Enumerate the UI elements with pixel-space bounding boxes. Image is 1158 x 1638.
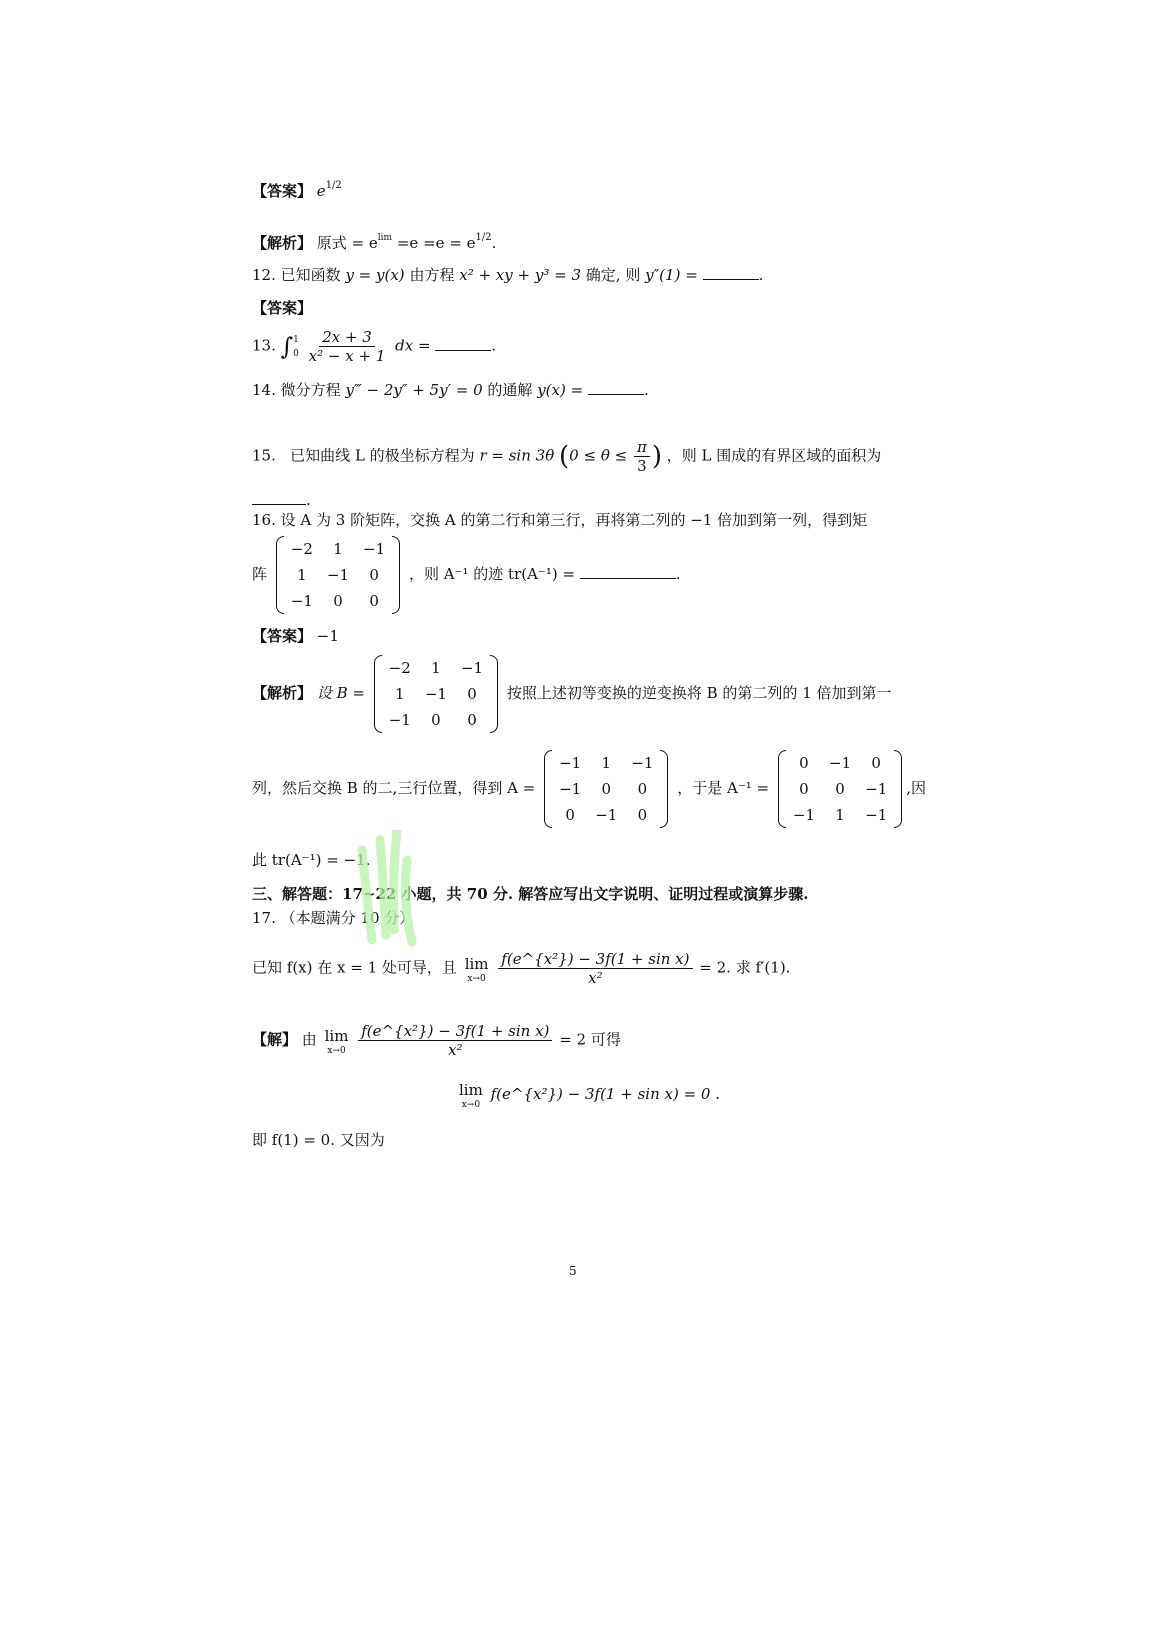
- matrix-row: [552, 750, 660, 776]
- matrix-q16: [276, 536, 400, 614]
- matrix-cell: −1: [388, 711, 411, 729]
- section-title: 三、解答题：17~22 小题，共 70 分. 解答应写出文字说明、证明过程或演算步骤.: [252, 885, 809, 903]
- solution-text: ，于是 A⁻¹ =: [677, 779, 770, 797]
- answer-11: [252, 176, 342, 201]
- matrix-row: [382, 655, 490, 681]
- denominator: x² − x + 1: [308, 347, 386, 365]
- solution-end: = e: [449, 234, 476, 252]
- matrix-row: [552, 802, 660, 828]
- section-heading: [252, 884, 809, 904]
- answer-blank[interactable]: [252, 490, 306, 505]
- centered-equation: f(e^{x²}) − 3f(1 + sin x) = 0 .: [490, 1085, 720, 1103]
- answer-exponent: 1/2: [325, 180, 342, 191]
- question-number: 14.: [252, 381, 276, 399]
- question-text: 已知 f(x) 在 x = 1 处可导，且: [252, 958, 457, 977]
- matrix-a: [544, 750, 668, 828]
- question-text: = 2. 求 f′(1).: [699, 958, 791, 977]
- question-points: （本题满分 10 分）: [280, 909, 415, 927]
- matrix-cell: 0: [799, 780, 809, 798]
- matrix-cell: −1: [559, 780, 582, 798]
- matrix-cell: 0: [369, 592, 379, 610]
- matrix-cell: −1: [460, 659, 484, 677]
- question-text: 已知函数: [280, 266, 341, 284]
- solution-16-line-2: [252, 750, 926, 828]
- matrix-cell: 0: [565, 806, 575, 824]
- differential: dx =: [395, 336, 431, 355]
- question-text: 阵: [252, 565, 268, 583]
- matrix-cell: −1: [559, 754, 582, 772]
- limit: [465, 954, 489, 984]
- matrix-cell: 1: [601, 754, 612, 772]
- matrix-cell: 1: [431, 659, 441, 677]
- denominator: x²: [448, 1041, 463, 1059]
- matrix-cell: −1: [792, 806, 815, 824]
- matrix-row: [786, 802, 894, 828]
- matrix-cell: −1: [363, 540, 386, 558]
- limit: [459, 1080, 483, 1110]
- lim-subscript: x→0: [327, 1045, 346, 1056]
- equation: y‴ − 2y″ + 5y′ = 0: [345, 381, 483, 399]
- solution-text: 此 tr(A⁻¹) = −1.: [252, 851, 371, 869]
- answer-label: 【答案】: [252, 627, 313, 645]
- solution-mid-1: =e: [396, 234, 419, 252]
- fraction: [634, 438, 650, 475]
- solution-17: [252, 1022, 621, 1059]
- lim-subscript: x→0: [467, 973, 486, 984]
- question-13: 13. ∫ 1 0 $\frac{2x + 3}{\text{x² − x + 1}}$ dx = .: [252, 328, 497, 365]
- solution-text: 原式 = e: [316, 234, 378, 252]
- equation: y = y(x): [345, 266, 405, 284]
- matrix-cell: 0: [799, 754, 809, 772]
- matrix-row: [284, 588, 392, 614]
- question-12: 12. 已知函数 y = y(x) 由方程 x² + xy + y³ = 3 确定, 则 y″(1) = .: [252, 266, 764, 284]
- solution-17-line-2: [252, 1130, 385, 1150]
- matrix-cell: −1: [326, 566, 350, 584]
- answer-blank[interactable]: [580, 564, 676, 579]
- numerator: π: [634, 438, 650, 457]
- answer-16: [252, 626, 339, 646]
- question-ask: y(x) =: [537, 381, 584, 399]
- question-text: 微分方程: [280, 381, 341, 399]
- solution-17-center: [456, 1080, 720, 1110]
- lim-text: lim: [377, 233, 393, 243]
- solution-label: 【解析】: [252, 684, 313, 702]
- answer-value: e: [316, 182, 326, 200]
- matrix-cell: 0: [871, 754, 881, 772]
- matrix-cell: −2: [290, 540, 313, 558]
- equation: r = sin 3θ: [479, 446, 555, 465]
- numerator: f(e^{x²}) − 3f(1 + sin x): [498, 950, 692, 969]
- solution-mid-2: =e: [423, 234, 445, 252]
- question-15-blank-line: .: [252, 490, 311, 510]
- question-text: 设 A 为 3 阶矩阵，交换 A 的第二行和第三行，再将第二列的 −1 倍加到第一列，得到矩: [280, 511, 868, 529]
- matrix-cell: −1: [631, 754, 654, 772]
- matrix-cell: 0: [369, 566, 379, 584]
- solution-label: 【解析】: [252, 234, 313, 252]
- answer-value: −1: [316, 627, 339, 645]
- answer-label: 【答案】: [252, 299, 313, 317]
- matrix-cell: −1: [290, 592, 313, 610]
- question-number: 13.: [252, 336, 276, 355]
- question-text: ，则 A⁻¹ 的迹 tr(A⁻¹) =: [408, 565, 576, 583]
- solution-label: 【解】: [252, 1030, 298, 1049]
- matrix-cell: 0: [333, 592, 343, 610]
- integral-limits: [293, 333, 299, 361]
- answer-12: [252, 298, 312, 318]
- matrix-cell: −1: [865, 780, 888, 798]
- solution-end-exponent: 1/2: [475, 232, 492, 243]
- question-text: 已知曲线 L 的极坐标方程为: [290, 446, 475, 465]
- matrix-row: [382, 681, 490, 707]
- answer-blank[interactable]: [588, 380, 644, 395]
- fraction: [306, 328, 389, 365]
- numerator: 2x + 3: [319, 328, 375, 347]
- matrix-cell: 1: [333, 540, 343, 558]
- matrix-cell: 1: [835, 806, 845, 824]
- solution-text: 由: [301, 1030, 317, 1049]
- question-number: 17.: [252, 909, 276, 927]
- exponent-expr-1: [378, 233, 392, 243]
- question-16-matrix-line: 阵 −2 1 −1 1 −1 0 −1 0 0 ，则 A⁻¹ 的迹 tr(A⁻¹) = .: [252, 536, 681, 614]
- matrix-row: [284, 562, 392, 588]
- matrix-a-inverse: [778, 750, 902, 828]
- lower-limit: 0: [293, 348, 299, 359]
- answer-blank[interactable]: [703, 265, 759, 280]
- matrix-cell: 0: [431, 711, 441, 729]
- question-number: 15.: [252, 446, 276, 465]
- matrix-row: [284, 536, 392, 562]
- question-number: 12.: [252, 266, 276, 284]
- matrix-cell: 0: [637, 806, 648, 824]
- denominator: 3: [637, 457, 647, 475]
- lim-text: lim: [324, 1026, 349, 1045]
- matrix-cell: −1: [865, 806, 888, 824]
- matrix-row: [786, 776, 894, 802]
- question-text: 的通解: [487, 381, 533, 399]
- solution-text: 列，然后交换 B 的二,三行位置，得到 A =: [252, 779, 536, 797]
- matrix-row: [382, 707, 490, 733]
- lim-text: lim: [459, 1081, 483, 1099]
- matrix-cell: 0: [637, 780, 648, 798]
- question-number: 16.: [252, 511, 276, 529]
- matrix-cell: 0: [835, 780, 845, 798]
- lim-subscript: x→0: [461, 1100, 481, 1110]
- highlighter-mark: [352, 830, 422, 950]
- matrix-cell: 1: [395, 685, 405, 703]
- solution-text: ,因: [906, 779, 927, 797]
- denominator: x²: [588, 969, 603, 987]
- question-text: 由方程: [409, 266, 455, 284]
- solution-16: [252, 655, 892, 733]
- solution-11: 【解析】 原式 = $e^{lim} =e =e = e^{1/2}$.: [252, 232, 497, 252]
- limit: [325, 1026, 349, 1056]
- solution-text: 设 B =: [316, 684, 365, 702]
- matrix-cell: 0: [467, 685, 477, 703]
- question-14: 14. 微分方程 y‴ − 2y″ + 5y′ = 0 的通解 y(x) = .: [252, 381, 649, 399]
- matrix-cell: −1: [595, 806, 618, 824]
- answer-label: 【答案】: [252, 182, 313, 200]
- question-ask: y″(1) =: [645, 266, 698, 284]
- matrix-cell: 1: [297, 566, 307, 584]
- integral-sign: ∫: [280, 332, 294, 361]
- fraction: [498, 950, 692, 987]
- fraction: [358, 1022, 552, 1059]
- solution-text: 即 f(1) = 0. 又因为: [252, 1131, 385, 1149]
- question-17: [252, 950, 790, 987]
- matrix-cell: −1: [424, 685, 447, 703]
- question-text: 确定, 则: [585, 266, 641, 284]
- matrix-row: [786, 750, 894, 776]
- question-16: [252, 510, 867, 530]
- page-number: 5: [569, 1264, 577, 1278]
- equation: x² + xy + y³ = 3: [459, 266, 581, 284]
- numerator: f(e^{x²}) − 3f(1 + sin x): [358, 1022, 552, 1041]
- matrix-cell: 0: [467, 711, 477, 729]
- matrix-cell: 0: [601, 780, 612, 798]
- matrix-b: [374, 655, 498, 733]
- answer-blank[interactable]: [435, 336, 491, 351]
- matrix-cell: −1: [829, 754, 852, 772]
- matrix-cell: −2: [388, 659, 411, 677]
- lim-text: lim: [464, 954, 489, 973]
- range-text: 0 ≤ θ ≤: [569, 446, 628, 465]
- solution-text: = 2 可得: [559, 1030, 621, 1049]
- question-text: ，则 L 围成的有界区域的面积为: [666, 446, 882, 465]
- question-15: 15. 已知曲线 L 的极坐标方程为 r = sin 3θ (0 ≤ θ ≤ $\frac{\pi}{3}$ ) ，则 L 围成的有界区域的面积为: [252, 438, 882, 475]
- matrix-row: [552, 776, 660, 802]
- upper-limit: 1: [293, 334, 299, 345]
- solution-text: 按照上述初等变换的逆变换将 B 的第二列的 1 倍加到第一: [506, 684, 892, 702]
